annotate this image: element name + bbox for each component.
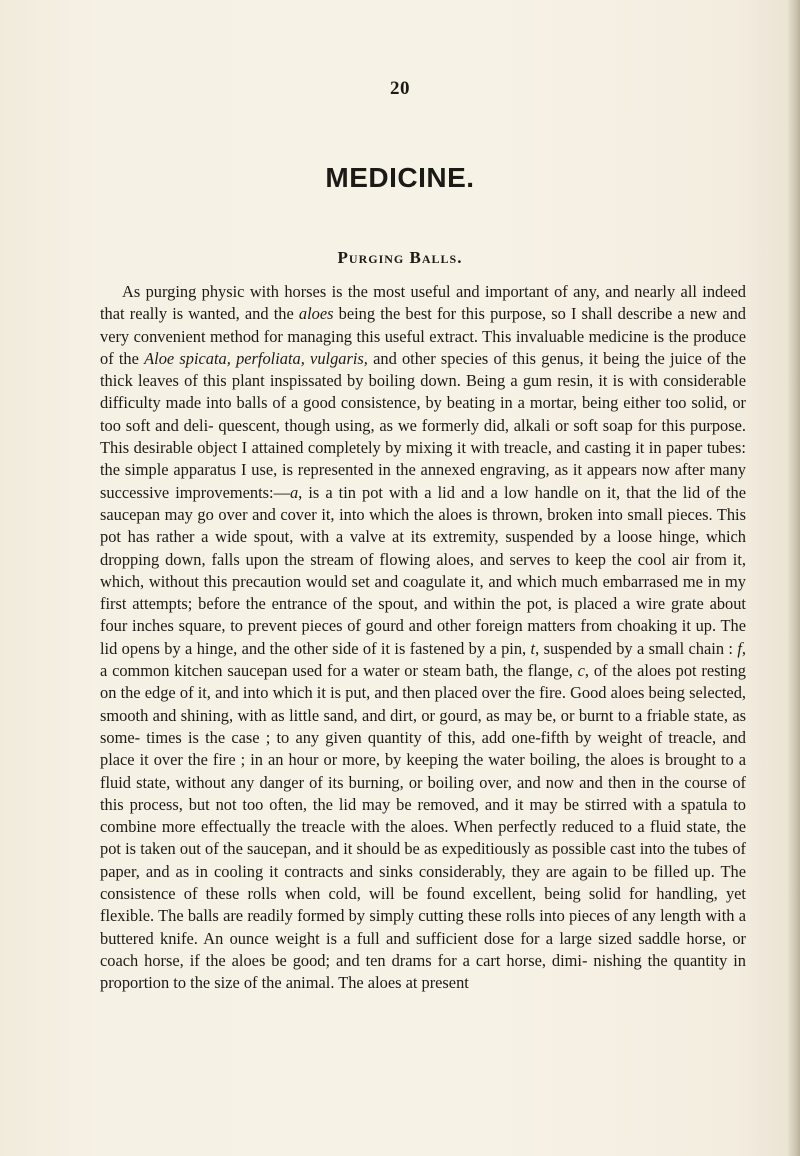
text-run: , suspended by a small chain : bbox=[535, 638, 738, 658]
italic-run: a bbox=[289, 482, 299, 502]
text-run: being the best for this purpose, so I shall describe a new and very convenient method for managing this useful extract. This invaluable medicine is the produce of the bbox=[100, 304, 746, 368]
body-text bbox=[100, 281, 746, 995]
italic-run: f bbox=[737, 638, 742, 658]
page-number: 20 bbox=[390, 78, 410, 99]
text-run: , a common kitchen saucepan used for a water or steam bath, the flange, bbox=[100, 638, 747, 681]
paragraph bbox=[100, 281, 746, 995]
section-subheading: Purging Balls. bbox=[337, 248, 463, 267]
text-run: As purging physic with horses is the most useful and important of any, and nearly all indeed that really is wanted, and the bbox=[100, 282, 746, 324]
italic-run: aloes bbox=[298, 304, 334, 324]
text-run: and other species of this genus, it being the juice of the thick leaves of this plant inspissated by boiling down. Being a gum resin, it is with considerable difficulty made into balls of a good consistence, by beating in a mortar, being either too solid, or too soft and deli- quescent, though using, as we formerly did, alkali or soft soap for this purpose. This desirable object I attained completely by mixing it with treacle, and casting it in paper tubes: the simple apparatus I use, is represented in the annexed engraving, as it appears now after many successive improvements:— bbox=[100, 348, 746, 502]
text-run: , of the aloes pot resting on the edge of it, and into which it is put, and then placed over the fire. Good aloes being selected, smooth and shining, with as little sand, and dirt, or gourd, as may be, or burnt to a friable state, as some- times is the case ; to any given quantity of this, add one-fifth by weight of treacle, and place it over the fire ; in an hour or more, by keeping the water boiling, the aloes is brought to a fluid state, without any danger of its burning, or boiling over, and now and then in the course of this process, but not too often, the lid may be removed, and it may be stirred with a spatula to combine more effectually the treacle with the aloes. When perfectly reduced to a fluid state, the pot is taken out of the saucepan, and it should be as expeditiously as possible cast into the tubes of paper, and as in cooling it contracts and sinks considerably, they are again to be filled up. The consistence of these rolls when cold, will be found excellent, being solid for handling, yet flexible. The balls are readily formed by simply cutting these rolls into pieces of any length with a buttered knife. An ounce weight is a full and sufficient dose for a large sized saddle horse, or coach horse, if the aloes be good; and ten drams for a cart horse, dimi- nishing the quantity in proportion to the size of the animal. The aloes at present bbox=[100, 661, 746, 993]
chapter-heading: MEDICINE. bbox=[325, 162, 475, 193]
italic-run: t bbox=[530, 638, 536, 658]
text-run: , is a tin pot with a lid and a low handle on it, that the lid of the saucepan may go over and cover it, into which the aloes is thrown, broken into small pieces. This pot has rather a wide spout, with a valve at its extremity, suspended by a loose hinge, which dropping down, falls upon the stream of flowing aloes, and serves to keep the cool air from it, which, without this precaution would set and coagulate it, and which much embarrased me in my first attempts; before the entrance of the spout, and within the pot, is placed a wire grate about four inches square, to prevent pieces of gourd and other foreign matters from choaking it up. The lid opens by a hinge, and the other side of it is fastened by a pin, bbox=[100, 482, 746, 658]
italic-run: Aloe spicata, perfoliata, vulgaris, bbox=[144, 348, 368, 368]
italic-run: c bbox=[577, 661, 585, 681]
